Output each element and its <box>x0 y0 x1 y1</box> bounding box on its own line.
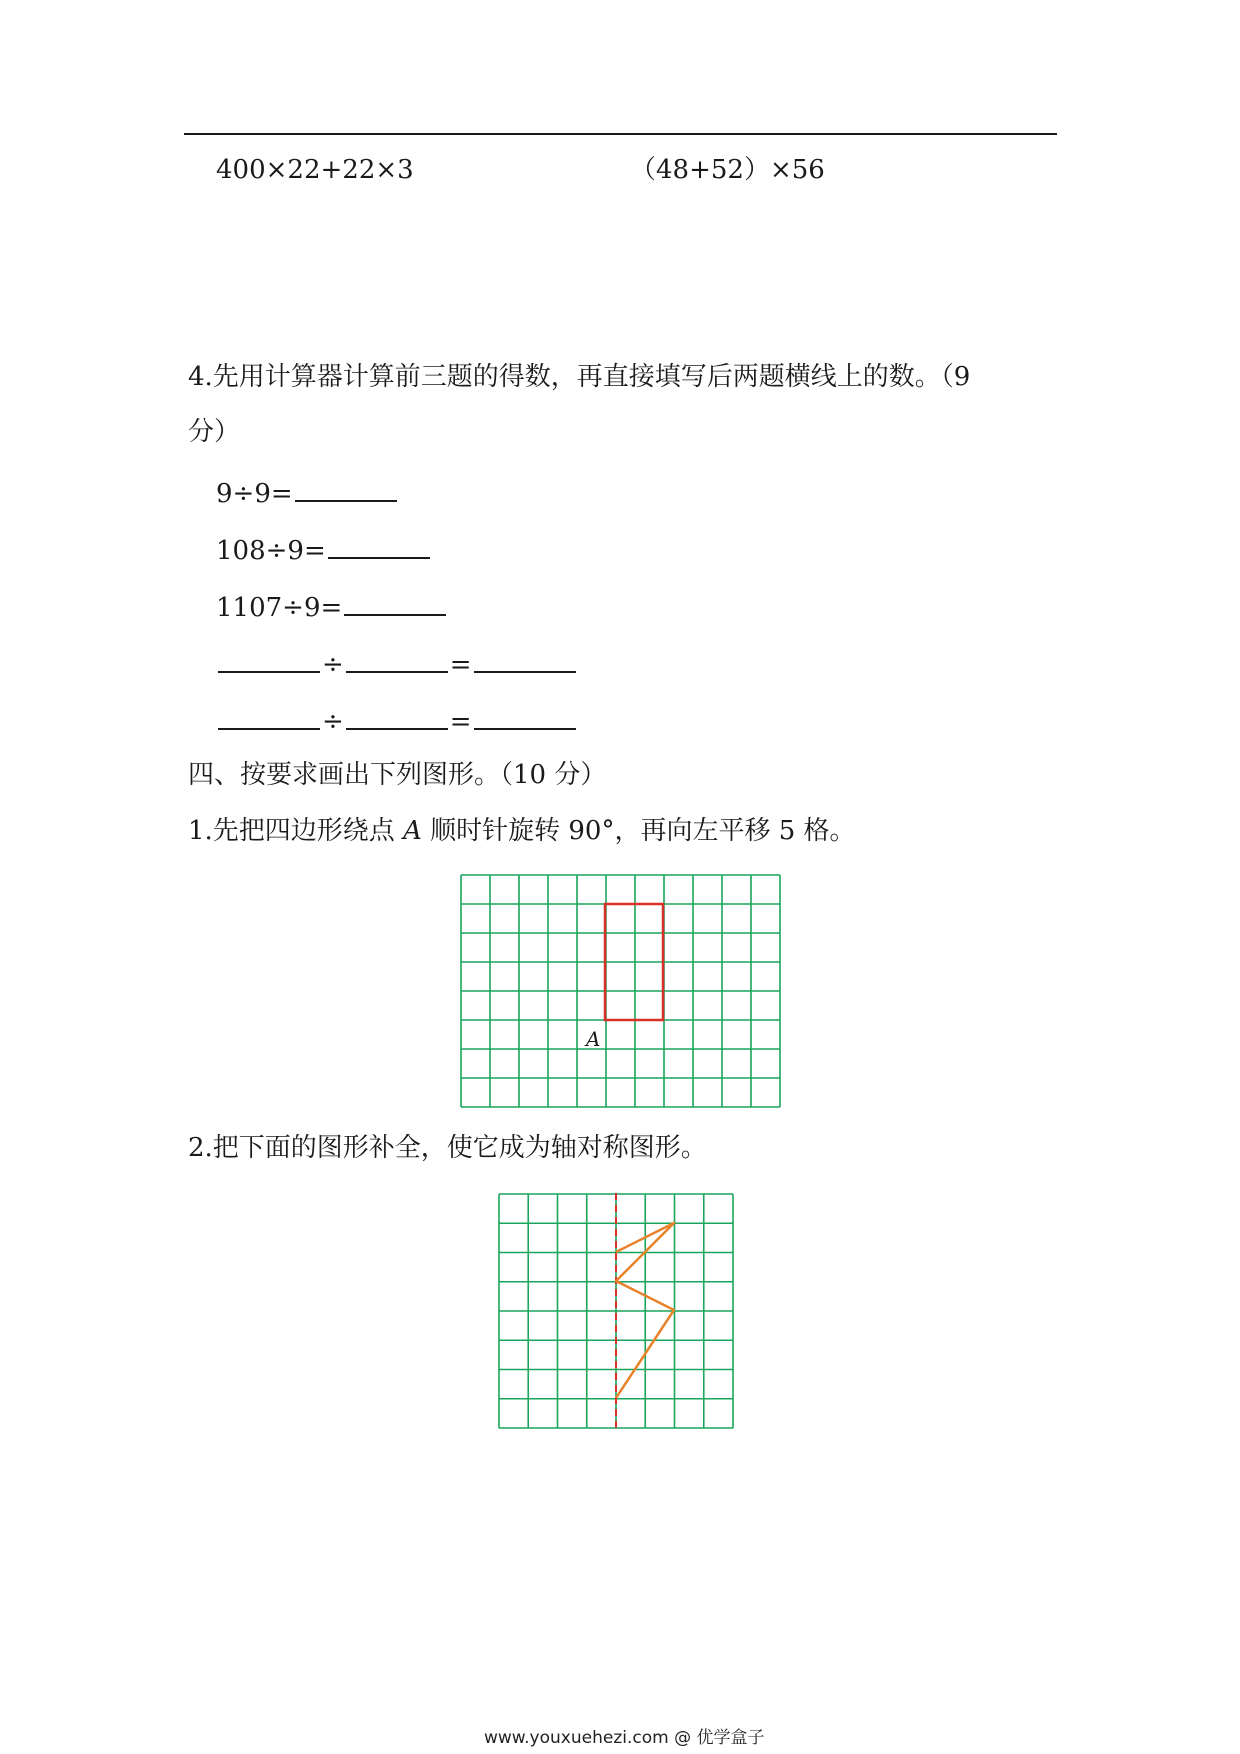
q4-title-line2: 分） <box>188 417 241 447</box>
eq-sign: = <box>449 707 472 737</box>
section4-heading: 四、按要求画出下列图形。（10 分） <box>188 760 607 790</box>
answer-blank[interactable] <box>218 645 320 673</box>
q1-point: A <box>403 816 422 846</box>
top-rule <box>184 133 1057 135</box>
answer-blank[interactable] <box>328 531 430 559</box>
q4-item-2-expr: 108÷9= <box>216 536 326 566</box>
answer-blank[interactable] <box>344 588 446 616</box>
q4-item-1 <box>216 474 399 511</box>
point-a-label: A <box>586 1027 601 1051</box>
q1-suffix: 顺时针旋转 90°，再向左平移 5 格。 <box>430 816 856 846</box>
answer-blank[interactable] <box>474 702 576 730</box>
symmetry-grid-figure <box>498 1193 736 1431</box>
q1-prefix: 1.先把四边形绕点 <box>188 816 395 846</box>
answer-blank[interactable] <box>346 702 448 730</box>
section4-q1 <box>188 814 856 848</box>
q4-item-3-expr: 1107÷9= <box>216 593 343 623</box>
grid-lines <box>461 875 780 1107</box>
div-sign: ÷ <box>322 707 344 737</box>
answer-blank[interactable] <box>218 702 320 730</box>
q4-item-1-expr: 9÷9= <box>216 479 293 509</box>
expression-left: 400×22+22×3 <box>216 155 414 185</box>
answer-blank[interactable] <box>474 645 576 673</box>
answer-blank[interactable] <box>295 474 397 502</box>
div-sign: ÷ <box>322 650 344 680</box>
q4-item-3 <box>216 588 448 625</box>
q4-title-line1: 4.先用计算器计算前三题的得数，再直接填写后两题横线上的数。（9 <box>188 362 971 392</box>
q4-item-4 <box>216 645 578 682</box>
q4-item-5 <box>216 702 578 739</box>
section4-q2: 2.把下面的图形补全，使它成为轴对称图形。 <box>188 1133 707 1163</box>
answer-blank[interactable] <box>346 645 448 673</box>
expression-right: （48+52）×56 <box>630 155 825 185</box>
eq-sign: = <box>449 650 472 680</box>
footer-watermark: www.youxuehezi.com @ 优学盒子 <box>484 1728 765 1748</box>
q4-item-2 <box>216 531 432 568</box>
rotation-grid-figure <box>460 874 782 1110</box>
